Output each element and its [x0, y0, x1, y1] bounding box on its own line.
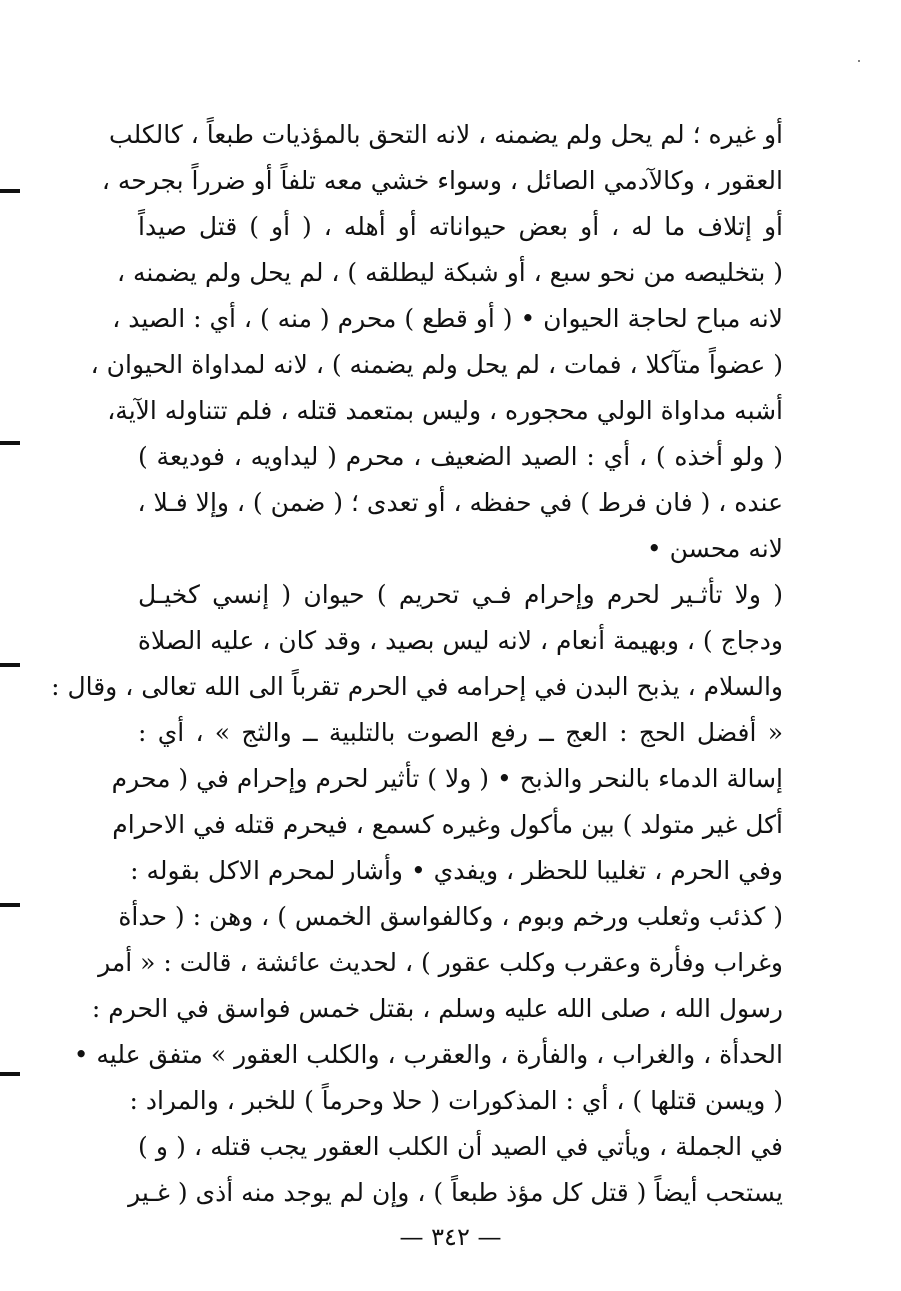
paper-speck	[858, 60, 860, 62]
text-line: أشبه مداواة الولي محجوره ، وليس بمتعمد قتله ، فلم تتناوله الآية،	[107, 396, 783, 425]
text-line: وغراب وفأرة وعقرب وكلب عقور ) ، لحديث عائشة ، قالت : « أمر	[98, 948, 783, 977]
margin-mark	[0, 903, 20, 907]
page-number: — ٣٤٢ —	[399, 1223, 502, 1251]
text-line: العقور ، وكالآدمي الصائل ، وسواء خشي معه تلفاً أو ضرراً بجرحه ،	[101, 166, 783, 195]
text-line: عنده ، ( فان فرط ) في حفظه ، أو تعدى ؛ ( ضمن ) ، وإلا فـلا ،	[137, 488, 783, 517]
text-line: ( ولا تأثـير لحرم وإحرام فـي تحريم ) حيوان ( إنسي كخيـل	[138, 580, 783, 609]
text-line: ( كذئب وثعلب ورخم وبوم ، وكالفواسق الخمس ) ، وهن : ( حدأة	[118, 902, 783, 931]
text-line: ودجاج ) ، وبهيمة أنعام ، لانه ليس بصيد ، وقد كان ، عليه الصلاة	[137, 626, 783, 655]
margin-mark	[0, 189, 20, 193]
text-line: لانه محسن •	[646, 534, 783, 563]
text-line: « أفضل الحج : العج ــ رفع الصوت بالتلبية ــ والثج » ، أي :	[138, 718, 783, 747]
paragraph-2	[51, 572, 783, 1216]
margin-mark	[0, 663, 20, 667]
text-line: أكل غير متولد ) بين مأكول وغيره كسمع ، فيحرم قتله في الاحرام	[112, 810, 783, 839]
text-line: والسلام ، يذبح البدن في إحرامه في الحرم تقرباً الى الله تعالى ، وقال :	[51, 672, 783, 701]
text-line: لانه مباح لحاجة الحيوان • ( أو قطع ) محرم ( منه ) ، أي : الصيد ،	[112, 304, 783, 333]
text-line: ( عضواً متآكلا ، فمات ، لم يحل ولم يضمنه ) ، لانه لمداواة الحيوان ،	[90, 350, 783, 379]
text-line: رسول الله ، صلى الله عليه وسلم ، بقتل خمس فواسق في الحرم :	[91, 994, 783, 1023]
paragraph-1	[90, 112, 783, 572]
margin-mark	[0, 1072, 20, 1076]
text-line: يستحب أيضاً ( قتل كل مؤذ طبعاً ) ، وإن لم يوجد منه أذى ( غـير	[128, 1178, 783, 1207]
text-line: الحدأة ، والغراب ، والفأرة ، والعقرب ، والكلب العقور » متفق عليه •	[73, 1040, 783, 1069]
text-line: أو إتلاف ما له ، أو بعض حيواناته أو أهله ، ( أو ) قتل صيداً	[138, 212, 783, 241]
text-line: إسالة الدماء بالنحر والذبح • ( ولا ) تأثير لحرم وإحرام في ( محرم	[111, 764, 783, 793]
text-line: أو غيره ؛ لم يحل ولم يضمنه ، لانه التحق بالمؤذيات طبعاً ، كالكلب	[109, 120, 783, 149]
margin-mark	[0, 441, 20, 445]
text-line: ( ولو أخذه ) ، أي : الصيد الضعيف ، محرم ( ليداويه ، فوديعة )	[138, 442, 783, 471]
text-line: ( ويسن قتلها ) ، أي : المذكورات ( حلا وحرماً ) للخبر ، والمراد :	[129, 1086, 783, 1115]
text-line: ( بتخليصه من نحو سبع ، أو شبكة ليطلقه ) ، لم يحل ولم يضمنه ،	[116, 258, 783, 287]
text-line: في الجملة ، ويأتي في الصيد أن الكلب العقور يجب قتله ، ( و )	[138, 1132, 783, 1161]
text-line: وفي الحرم ، تغليبا للحظر ، ويفدي • وأشار لمحرم الاكل بقوله :	[130, 856, 783, 885]
